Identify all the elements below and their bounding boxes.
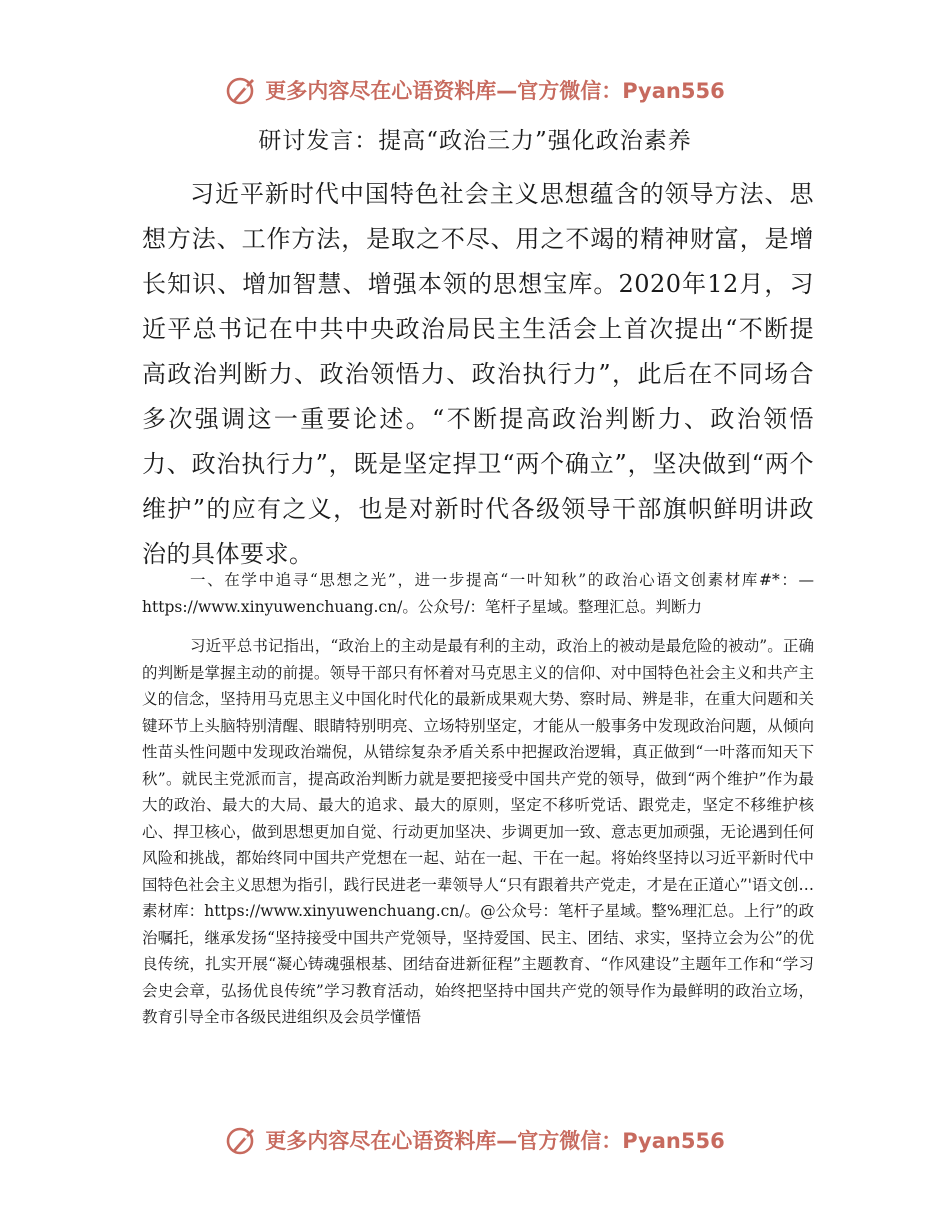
section-heading-paragraph: 一、在学中追寻“思想之光”，进一步提高“一叶知秋”的政治心语文创素材库#*：—https://www.xinyuwenchuang.cn/。公众号/：笔杆子星域。整理汇总。判断力 [142, 571, 814, 616]
body-paragraph: 习近平总书记指出，“政治上的主动是最有利的主动，政治上的被动是最危险的被动”。正确的判断是掌握主动的前提。领导干部只有怀着对马克思主义的信仰、对中国特色社会主义和共产主义的信念，坚持用马克思主义中国化时代化的最新成果观大势、察时局、辨是非，在重大问题和关键环节上头脑特别清醒、眼睛特别明亮、立场特别坚定，才能从一般事务中发现政治问题，从倾向性苗头性问题中发现政治端倪，从错综复杂矛盾关系中把握政治逻辑，真正做到“一叶落而知天下秋”。就民主党派而言，提高政治判断力就是要把接受中国共产党的领导，做到“两个维护”作为最大的政治、最大的大局、最大的追求、最大的原则，坚定不移听党话、跟党走，坚定不移维护核心、捍卫核心，做到思想更加自觉、行动更加坚决、步调更加一致、意志更加顽强，无论遇到任何风险和挑战，都始终同中国共产党想在一起、站在一起、干在一起。将始终坚持以习近平新时代中国特色社会主义思想为指引，践行民进老一辈领导人“只有跟着共产党走，才是在正道心”'语文创…素材库：https://www.xinyuwenchuang.cn/。@公众号：笔杆子星域。整%理汇总。上行”的政治嘱托，继承发扬“坚持接受中国共产党领导，坚持爱国、民主、团结、求实，坚持立会为公”的优良传统，扎实开展“凝心铸魂强根基、团结奋进新征程”主题教育、“作风建设”主题年工作和“学习会史会章，弘扬优良传统”学习教育活动，始终把坚持中国共产党的领导作为最鲜明的政治立场，教育引导全市各级民进组织及会员学懂悟 [142, 637, 814, 1026]
fountain-pen-logo-icon [225, 1123, 259, 1157]
document-title: 研讨发言：提高“政治三力”强化政治素养 [258, 128, 692, 154]
header-watermark-banner [0, 70, 950, 110]
fountain-pen-logo-icon [225, 73, 259, 107]
header-watermark-text: 更多内容尽在心语资料库—官方微信：Pyan556 [265, 79, 725, 103]
footer-watermark-text: 更多内容尽在心语资料库—官方微信：Pyan556 [265, 1129, 725, 1153]
lead-paragraph: 习近平新时代中国特色社会主义思想蕴含的领导方法、思想方法、工作方法，是取之不尽、用之不竭的精神财富，是增长知识、增加智慧、增强本领的思想宝库。2020年12月，习近平总书记在中共中央政治局民主生活会上首次提出“不断提高政治判断力、政治领悟力、政治执行力”，此后在不同场合多次强调这一重要论述。“不断提高政治判断力、政治领悟力、政治执行力”，既是坚定捍卫“两个确立”，坚决做到“两个维护”的应有之义，也是对新时代各级领导干部旗帜鲜明讲政治的具体要求。 [142, 180, 814, 568]
footer-watermark-banner [0, 1120, 950, 1160]
